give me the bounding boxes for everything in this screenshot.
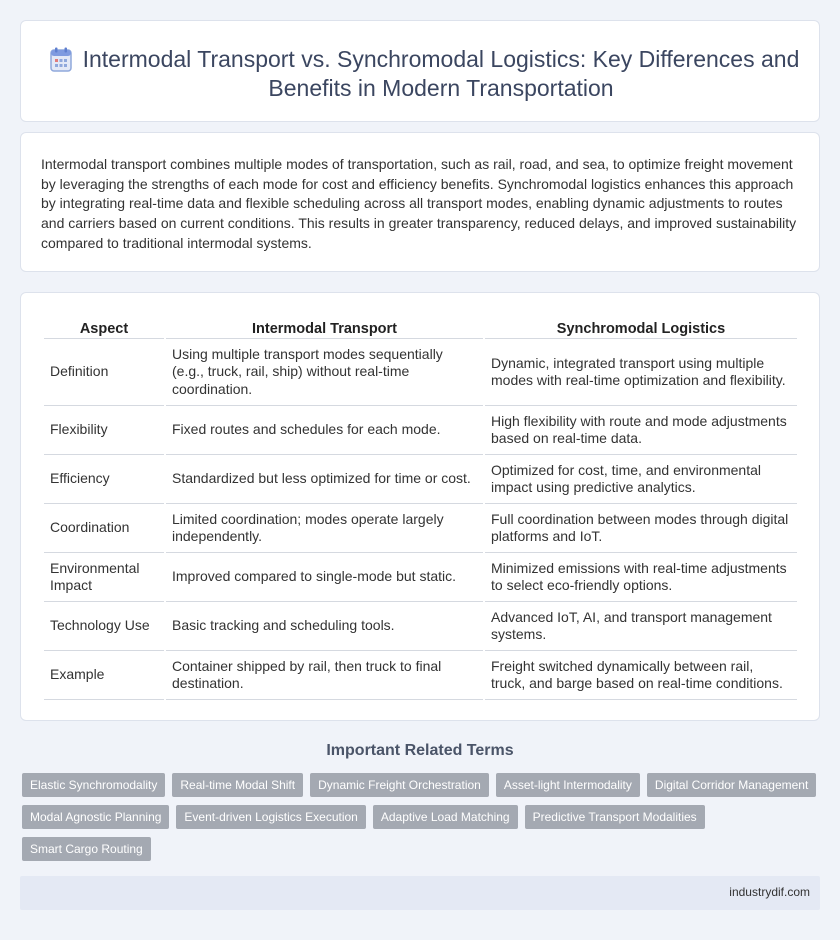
related-term-tag[interactable]: Predictive Transport Modalities: [525, 805, 705, 829]
related-term-tag[interactable]: Adaptive Load Matching: [373, 805, 518, 829]
table-row: [44, 553, 797, 602]
intermodal-cell: Standardized but less optimized for time or cost.: [166, 455, 483, 504]
column-header-synchromodal: Synchromodal Logistics: [485, 315, 797, 339]
aspect-cell: Definition: [44, 339, 164, 406]
synchromodal-cell: High flexibility with route and mode adjustments based on real-time data.: [485, 406, 797, 455]
column-header-aspect: Aspect: [44, 315, 164, 339]
aspect-cell: Coordination: [44, 504, 164, 553]
intermodal-cell: Fixed routes and schedules for each mode.: [166, 406, 483, 455]
intermodal-cell: Using multiple transport modes sequentially (e.g., truck, rail, ship) without real-time coordination.: [166, 339, 483, 406]
related-term-tag[interactable]: Asset-light Intermodality: [496, 773, 640, 797]
comparison-card: [20, 292, 820, 721]
related-term-tag[interactable]: Elastic Synchromodality: [22, 773, 165, 797]
related-term-tag[interactable]: Digital Corridor Management: [647, 773, 816, 797]
aspect-cell: Environmental Impact: [44, 553, 164, 602]
aspect-cell: Flexibility: [44, 406, 164, 455]
table-header-row: [44, 315, 797, 339]
footer: [20, 876, 820, 910]
aspect-cell: Example: [44, 651, 164, 700]
comparison-table: [42, 315, 799, 700]
intermodal-cell: Basic tracking and scheduling tools.: [166, 602, 483, 651]
intermodal-cell: Container shipped by rail, then truck to final destination.: [166, 651, 483, 700]
intermodal-cell: Improved compared to single-mode but static.: [166, 553, 483, 602]
synchromodal-cell: Dynamic, integrated transport using multiple modes with real-time optimization and flexibility.: [485, 339, 797, 406]
column-header-intermodal: Intermodal Transport: [166, 315, 483, 339]
intro-card: [20, 132, 820, 272]
synchromodal-cell: Freight switched dynamically between rail, truck, and barge based on real-time conditions.: [485, 651, 797, 700]
related-terms-list: [22, 773, 822, 861]
related-term-tag[interactable]: Real-time Modal Shift: [172, 773, 303, 797]
aspect-cell: Efficiency: [44, 455, 164, 504]
table-row: [44, 455, 797, 504]
intermodal-cell: Limited coordination; modes operate largely independently.: [166, 504, 483, 553]
aspect-cell: Technology Use: [44, 602, 164, 651]
synchromodal-cell: Full coordination between modes through digital platforms and IoT.: [485, 504, 797, 553]
synchromodal-cell: Optimized for cost, time, and environmental impact using predictive analytics.: [485, 455, 797, 504]
calendar-icon: [49, 47, 73, 73]
related-terms-heading: Important Related Terms: [326, 742, 514, 759]
related-term-tag[interactable]: Modal Agnostic Planning: [22, 805, 169, 829]
title-card: [20, 20, 820, 122]
table-row: [44, 651, 797, 700]
synchromodal-cell: Minimized emissions with real-time adjustments to select eco-friendly options.: [485, 553, 797, 602]
table-row: [44, 406, 797, 455]
related-term-tag[interactable]: Smart Cargo Routing: [22, 837, 151, 861]
table-row: [44, 339, 797, 406]
table-row: [44, 602, 797, 651]
intro-paragraph: Intermodal transport combines multiple modes of transportation, such as rail, road, and sea, to optimize freight movement by leveraging the strengths of each mode for cost and efficiency benefits. Synchromodal logistics enhances this approach by integrating real-time data and flexible scheduling across all transport modes, enabling dynamic adjustments to routes and carriers based on current conditions. This results in greater transparency, reduced delays, and improved sustainability compared to traditional intermodal systems.: [41, 156, 797, 251]
footer-site-link[interactable]: industrydif.com: [729, 885, 810, 899]
table-row: [44, 504, 797, 553]
related-term-tag[interactable]: Dynamic Freight Orchestration: [310, 773, 489, 797]
synchromodal-cell: Advanced IoT, AI, and transport management systems.: [485, 602, 797, 651]
page-title: Intermodal Transport vs. Synchromodal Logistics: Key Differences and Benefits in Modern Transportation: [82, 46, 800, 101]
related-term-tag[interactable]: Event-driven Logistics Execution: [176, 805, 365, 829]
